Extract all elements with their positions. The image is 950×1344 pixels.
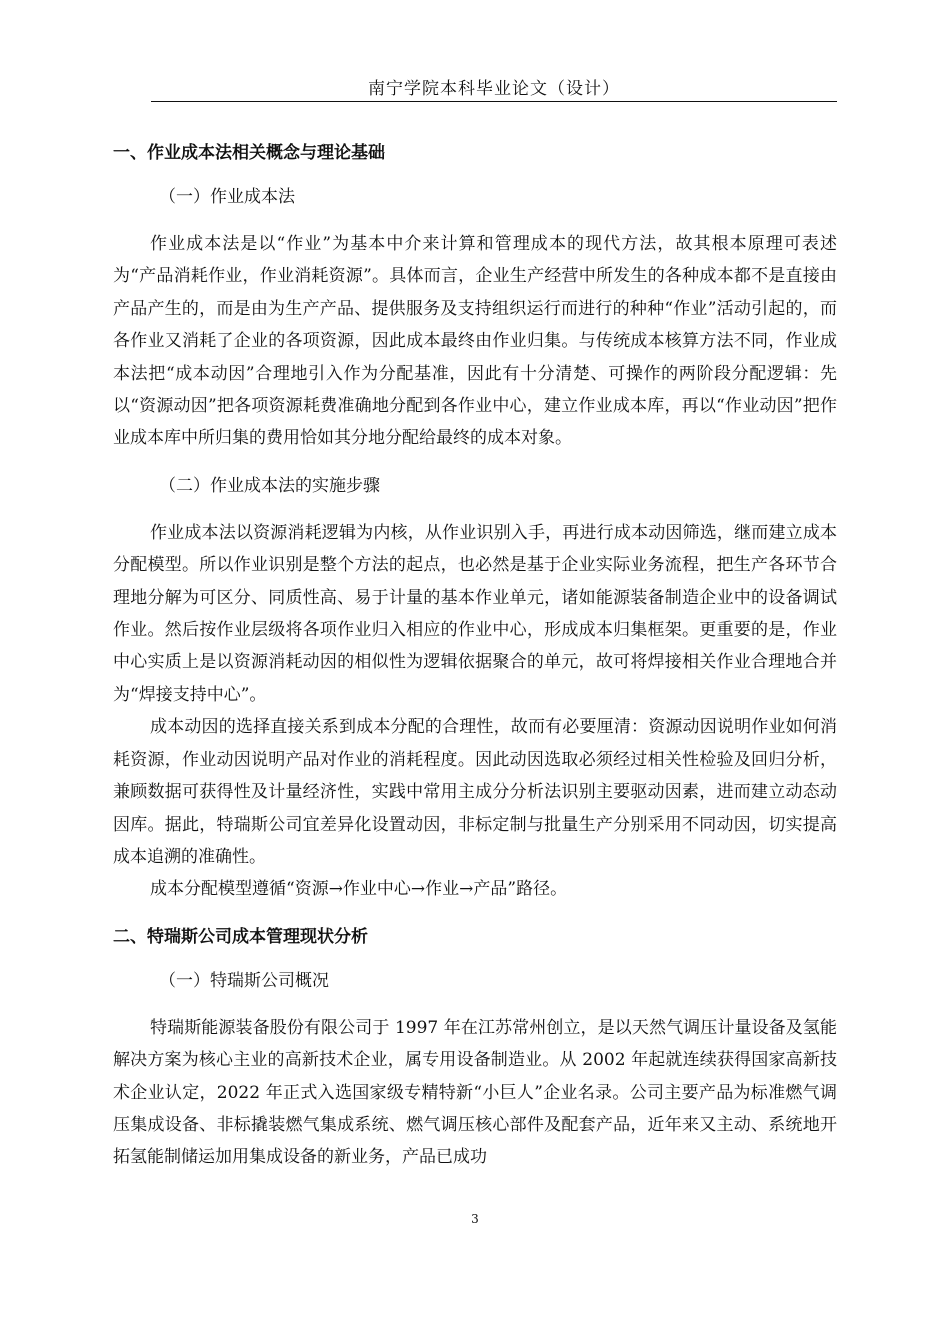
paragraph-abc-steps: 作业成本法以资源消耗逻辑为内核，从作业识别入手，再进行成本动因筛选，继而建立成本分配模型。所以作业识别是整个方法的起点，也必然是基于企业实际业务流程，把生产各环节合理地分解为可区分、同质性高、易于计量的基本作业单元，诸如能源装备制造企业中的设备调试作业。然后按作业层级将各项作业归入相应的作业中心，形成成本归集框架。更重要的是，作业中心实质上是以资源消耗动因的相似性为逻辑依据聚合的单元，故可将焊接相关作业合理地合并为“焊接支持中心”。 bbox=[113, 522, 837, 705]
paragraph-cost-drivers: 成本动因的选择直接关系到成本分配的合理性，故而有必要厘清：资源动因说明作业如何消耗资源，作业动因说明产品对作业的消耗程度。因此动因选取必须经过相关性检验及回归分析，兼顾数据可获得性及计量经济性，实践中常用主成分分析法识别主要驱动因素，进而建立动态动因库。据此，特瑞斯公司宜差异化设置动因，非标定制与批量生产分别采用不同动因，切实提高成本追溯的准确性。 bbox=[113, 717, 837, 867]
section-heading-2: 二、特瑞斯公司成本管理现状分析 bbox=[113, 926, 368, 947]
paragraph-abc-definition: 作业成本法是以“作业”为基本中介来计算和管理成本的现代方法，故其根本原理可表述为“产品消耗作业，作业消耗资源”。具体而言，企业生产经营中所发生的各种成本都不是直接由产品产生的，而是由为生产产品、提供服务及支持组织运行而进行的种种“作业”活动引起的，而各作业又消耗了企业的各项资源，因此成本最终由作业归集。与传统成本核算方法不同，作业成本法把“成本动因”合理地引入作为分配基准，因此有十分清楚、可操作的两阶段分配逻辑：先以“资源动因”把各项资源耗费准确地分配到各作业中心，建立作业成本库，再以“作业动因”把作业成本库中所归集的费用恰如其分地分配给最终的成本对象。 bbox=[113, 234, 837, 449]
subsection-heading-1-1: （一）作业成本法 bbox=[159, 187, 295, 207]
paragraph-company-overview: 特瑞斯能源装备股份有限公司于 1997 年在江苏常州创立，是以天然气调压计量设备及氢能解决方案为核心主业的高新技术企业，属专用设备制造业。从 2002 年起就连续获得国家高新技术企业认定，2022 年正式入选国家级专精特新“小巨人”企业名录。公司主要产品为标准燃气调压集成设备、非标撬装燃气集成系统、燃气调压核心部件及配套产品，近年来又主动、系统地开拓氢能制储运加用集成设备的新业务，产品已成功 bbox=[113, 1017, 837, 1168]
section-heading-1: 一、作业成本法相关概念与理论基础 bbox=[113, 143, 385, 163]
subsection-heading-1-2: （二）作业成本法的实施步骤 bbox=[159, 475, 380, 496]
page-header: 南宁学院本科毕业论文（设计） bbox=[368, 79, 620, 99]
page-number: 3 bbox=[471, 1212, 479, 1226]
document-body bbox=[113, 140, 837, 1174]
paragraph-allocation-model: 成本分配模型遵循“资源→作业中心→作业→产品”路径。 bbox=[150, 879, 568, 900]
header-divider bbox=[151, 101, 837, 102]
subsection-heading-2-1: （一）特瑞斯公司概况 bbox=[159, 970, 329, 991]
